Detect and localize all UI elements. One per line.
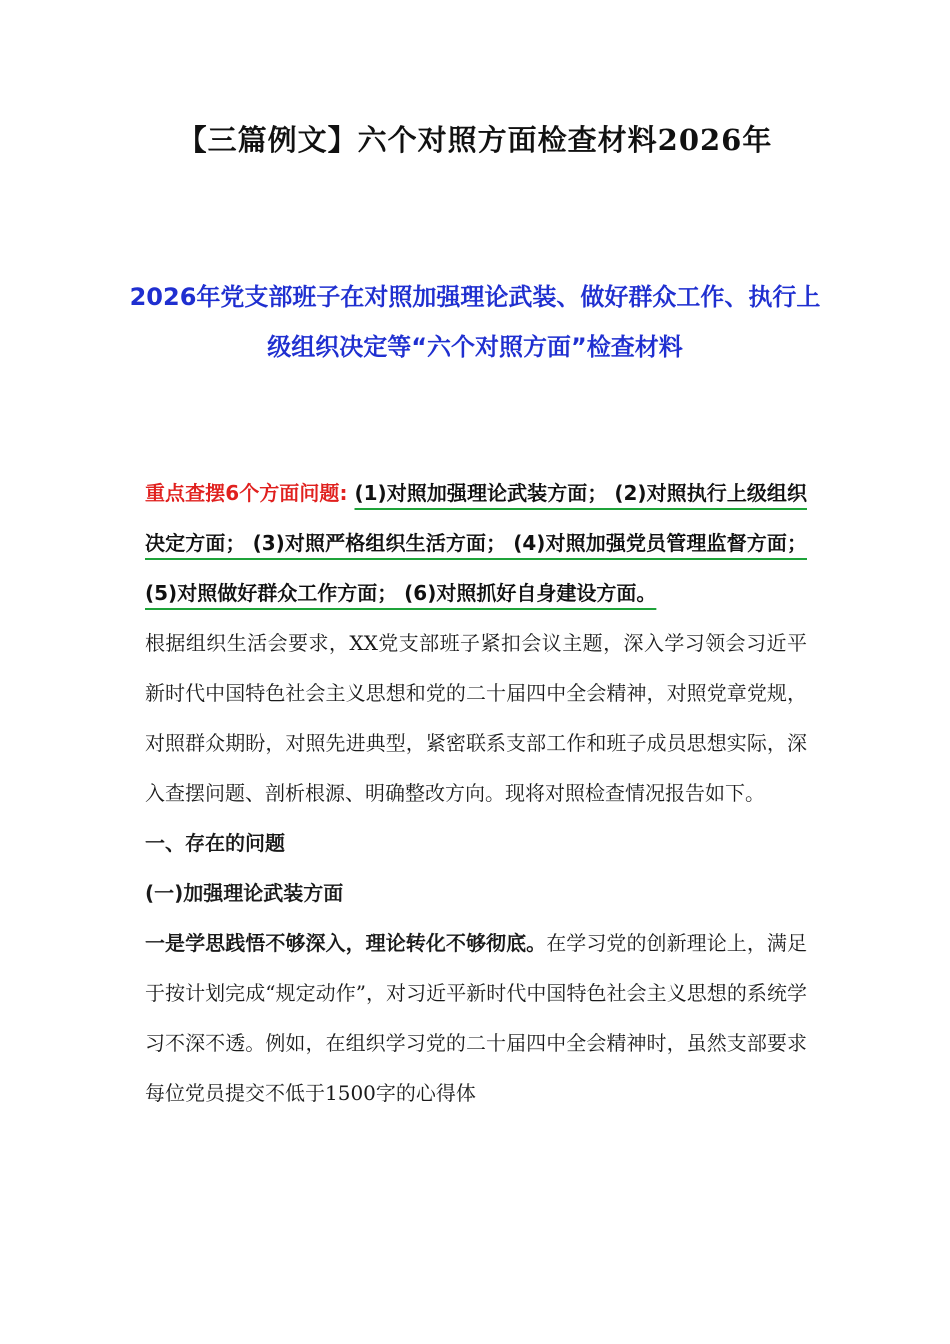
section-heading: 一、存在的问题 <box>145 831 285 855</box>
focus-label: 重点查摆6个方面问题: <box>145 481 355 505</box>
intro-paragraph: 根据组织生活会要求，XX党支部班子紧扣会议主题，深入学习领会习近平新时代中国特色社会主义思想和党的二十届四中全会精神，对照党章党规，对照群众期盼，对照先进典型，紧密联系支部工作和班子成员思想实际，深入查摆问题、剖析根源、明确整改方向。现将对照检查情况报告如下。 <box>145 631 807 805</box>
document-body <box>145 468 807 1118</box>
focus-paragraph <box>145 468 807 618</box>
document-subtitle: 2026年党支部班子在对照加强理论武装、做好群众工作、执行上级组织决定等“六个对照方面”检查材料 <box>129 283 821 361</box>
point-text: 在学习党的创新理论上，满足于按计划完成“规定动作”，对习近平新时代中国特色社会主义思想的系统学习不深不透。例如，在组织学习党的二十届四中全会精神时，虽然支部要求每位党员提交不低于1500字的心得体 <box>145 931 807 1105</box>
point-paragraph <box>145 918 807 1118</box>
point-lead: 一是学思践悟不够深入，理论转化不够彻底。 <box>145 931 547 955</box>
sub-heading: (一)加强理论武装方面 <box>145 881 344 905</box>
document-title: 【三篇例文】六个对照方面检查材料2026年 <box>177 123 773 157</box>
focus-items: (1)对照加强理论武装方面； (2)对照执行上级组织决定方面； (3)对照严格组织生活方面； (4)对照加强党员管理监督方面； (5)对照做好群众工作方面； (6)对照抓好自身建设方面。 <box>145 481 807 605</box>
